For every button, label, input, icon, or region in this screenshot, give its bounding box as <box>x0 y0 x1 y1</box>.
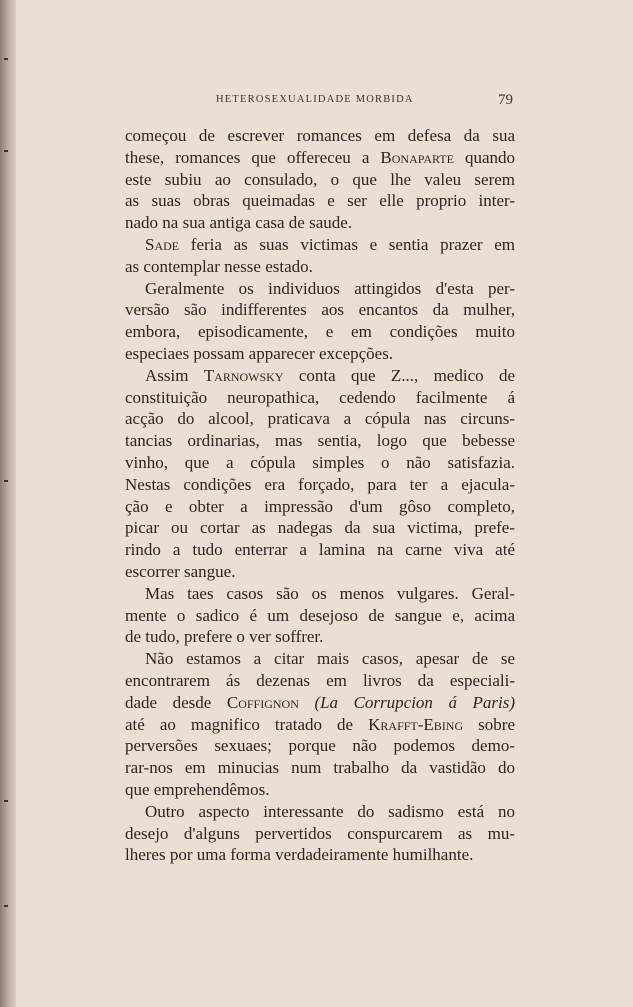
text-line: nado na sua antiga casa de saude. <box>125 213 353 233</box>
text-line: que emprehendêmos. <box>125 779 270 799</box>
body-text <box>125 125 515 866</box>
text-line: este subiu ao consulado, o que lhe valeu serem <box>125 169 515 189</box>
text-line: rar-nos em minucias num trabalho da vastidão do <box>125 758 515 778</box>
text-line: as contemplar nesse estado. <box>125 256 313 276</box>
text-line: escorrer sangue. <box>125 561 236 581</box>
text-line: Nestas condições era forçado, para ter a ejacula- <box>125 474 515 494</box>
text-line: desejo d'alguns pervertidos conspurcarem as mu- <box>125 823 515 843</box>
text-line: constituição neuropathica, cedendo facilmente á <box>125 387 515 407</box>
spine-mark <box>4 800 8 802</box>
spine-mark <box>4 58 8 60</box>
book-page <box>16 0 633 1007</box>
text-line: mente o sadico é um desejoso de sangue e, acima <box>125 605 515 625</box>
text-line: acção do alcool, praticava a cópula nas circuns- <box>125 409 515 429</box>
text-line: até ao magnifico tratado de Krafft-Ebing sobre <box>125 714 515 734</box>
text-line: rindo a tudo enterrar a lamina na carne viva até <box>125 540 515 560</box>
text-line: vinho, que a cópula simples o não satisfazia. <box>125 452 515 472</box>
text-line: Geralmente os individuos attingidos d'esta per- <box>145 278 515 298</box>
spine-mark <box>4 150 8 152</box>
text-line: these, romances que offereceu a Bonaparte quando <box>125 147 516 167</box>
text-line: dade desde Coffignon (La Corrupcion á Paris) <box>125 692 515 712</box>
page-number: 79 <box>498 92 513 108</box>
text-line: especiaes possam apparecer excepções. <box>125 343 394 363</box>
spine-mark <box>4 905 8 907</box>
text-line: picar ou cortar as nadegas da sua victima, prefe- <box>125 518 515 538</box>
running-title: HETEROSEXUALIDADE MORBIDA <box>216 94 414 105</box>
spine-mark <box>4 480 8 482</box>
text-line: lheres por uma forma verdadeiramente humilhante. <box>125 845 474 865</box>
text-line: as suas obras queimadas e ser elle proprio inter- <box>125 191 515 211</box>
text-line: embora, episodicamente, e em condições muito <box>125 322 515 342</box>
page-header <box>16 94 633 114</box>
text-line: de tudo, prefere o ver soffrer. <box>125 627 324 647</box>
text-line: começou de escrever romances em defesa da sua <box>125 126 515 145</box>
book-spine-edge <box>0 0 16 1007</box>
text-line: Assim Tarnowsky conta que Z..., medico de <box>145 365 515 385</box>
text-line: versão são indifferentes aos encantos da mulher, <box>125 300 515 320</box>
text-line: Sade feria as suas victimas e sentia prazer em <box>145 234 515 254</box>
text-line: Outro aspecto interessante do sadismo está no <box>145 801 515 821</box>
text-line: encontrarem ás dezenas em livros da especiali- <box>125 670 515 690</box>
text-line: Não estamos a citar mais casos, apesar de se <box>145 649 515 669</box>
text-line: tancias ordinarias, mas sentia, logo que bebesse <box>125 431 515 451</box>
text-line: perversões sexuaes; porque não podemos demo- <box>125 736 515 756</box>
text-line: Mas taes casos são os menos vulgares. Geral- <box>145 583 515 603</box>
text-line: ção e obter a impressão d'um gôso completo, <box>125 496 515 516</box>
